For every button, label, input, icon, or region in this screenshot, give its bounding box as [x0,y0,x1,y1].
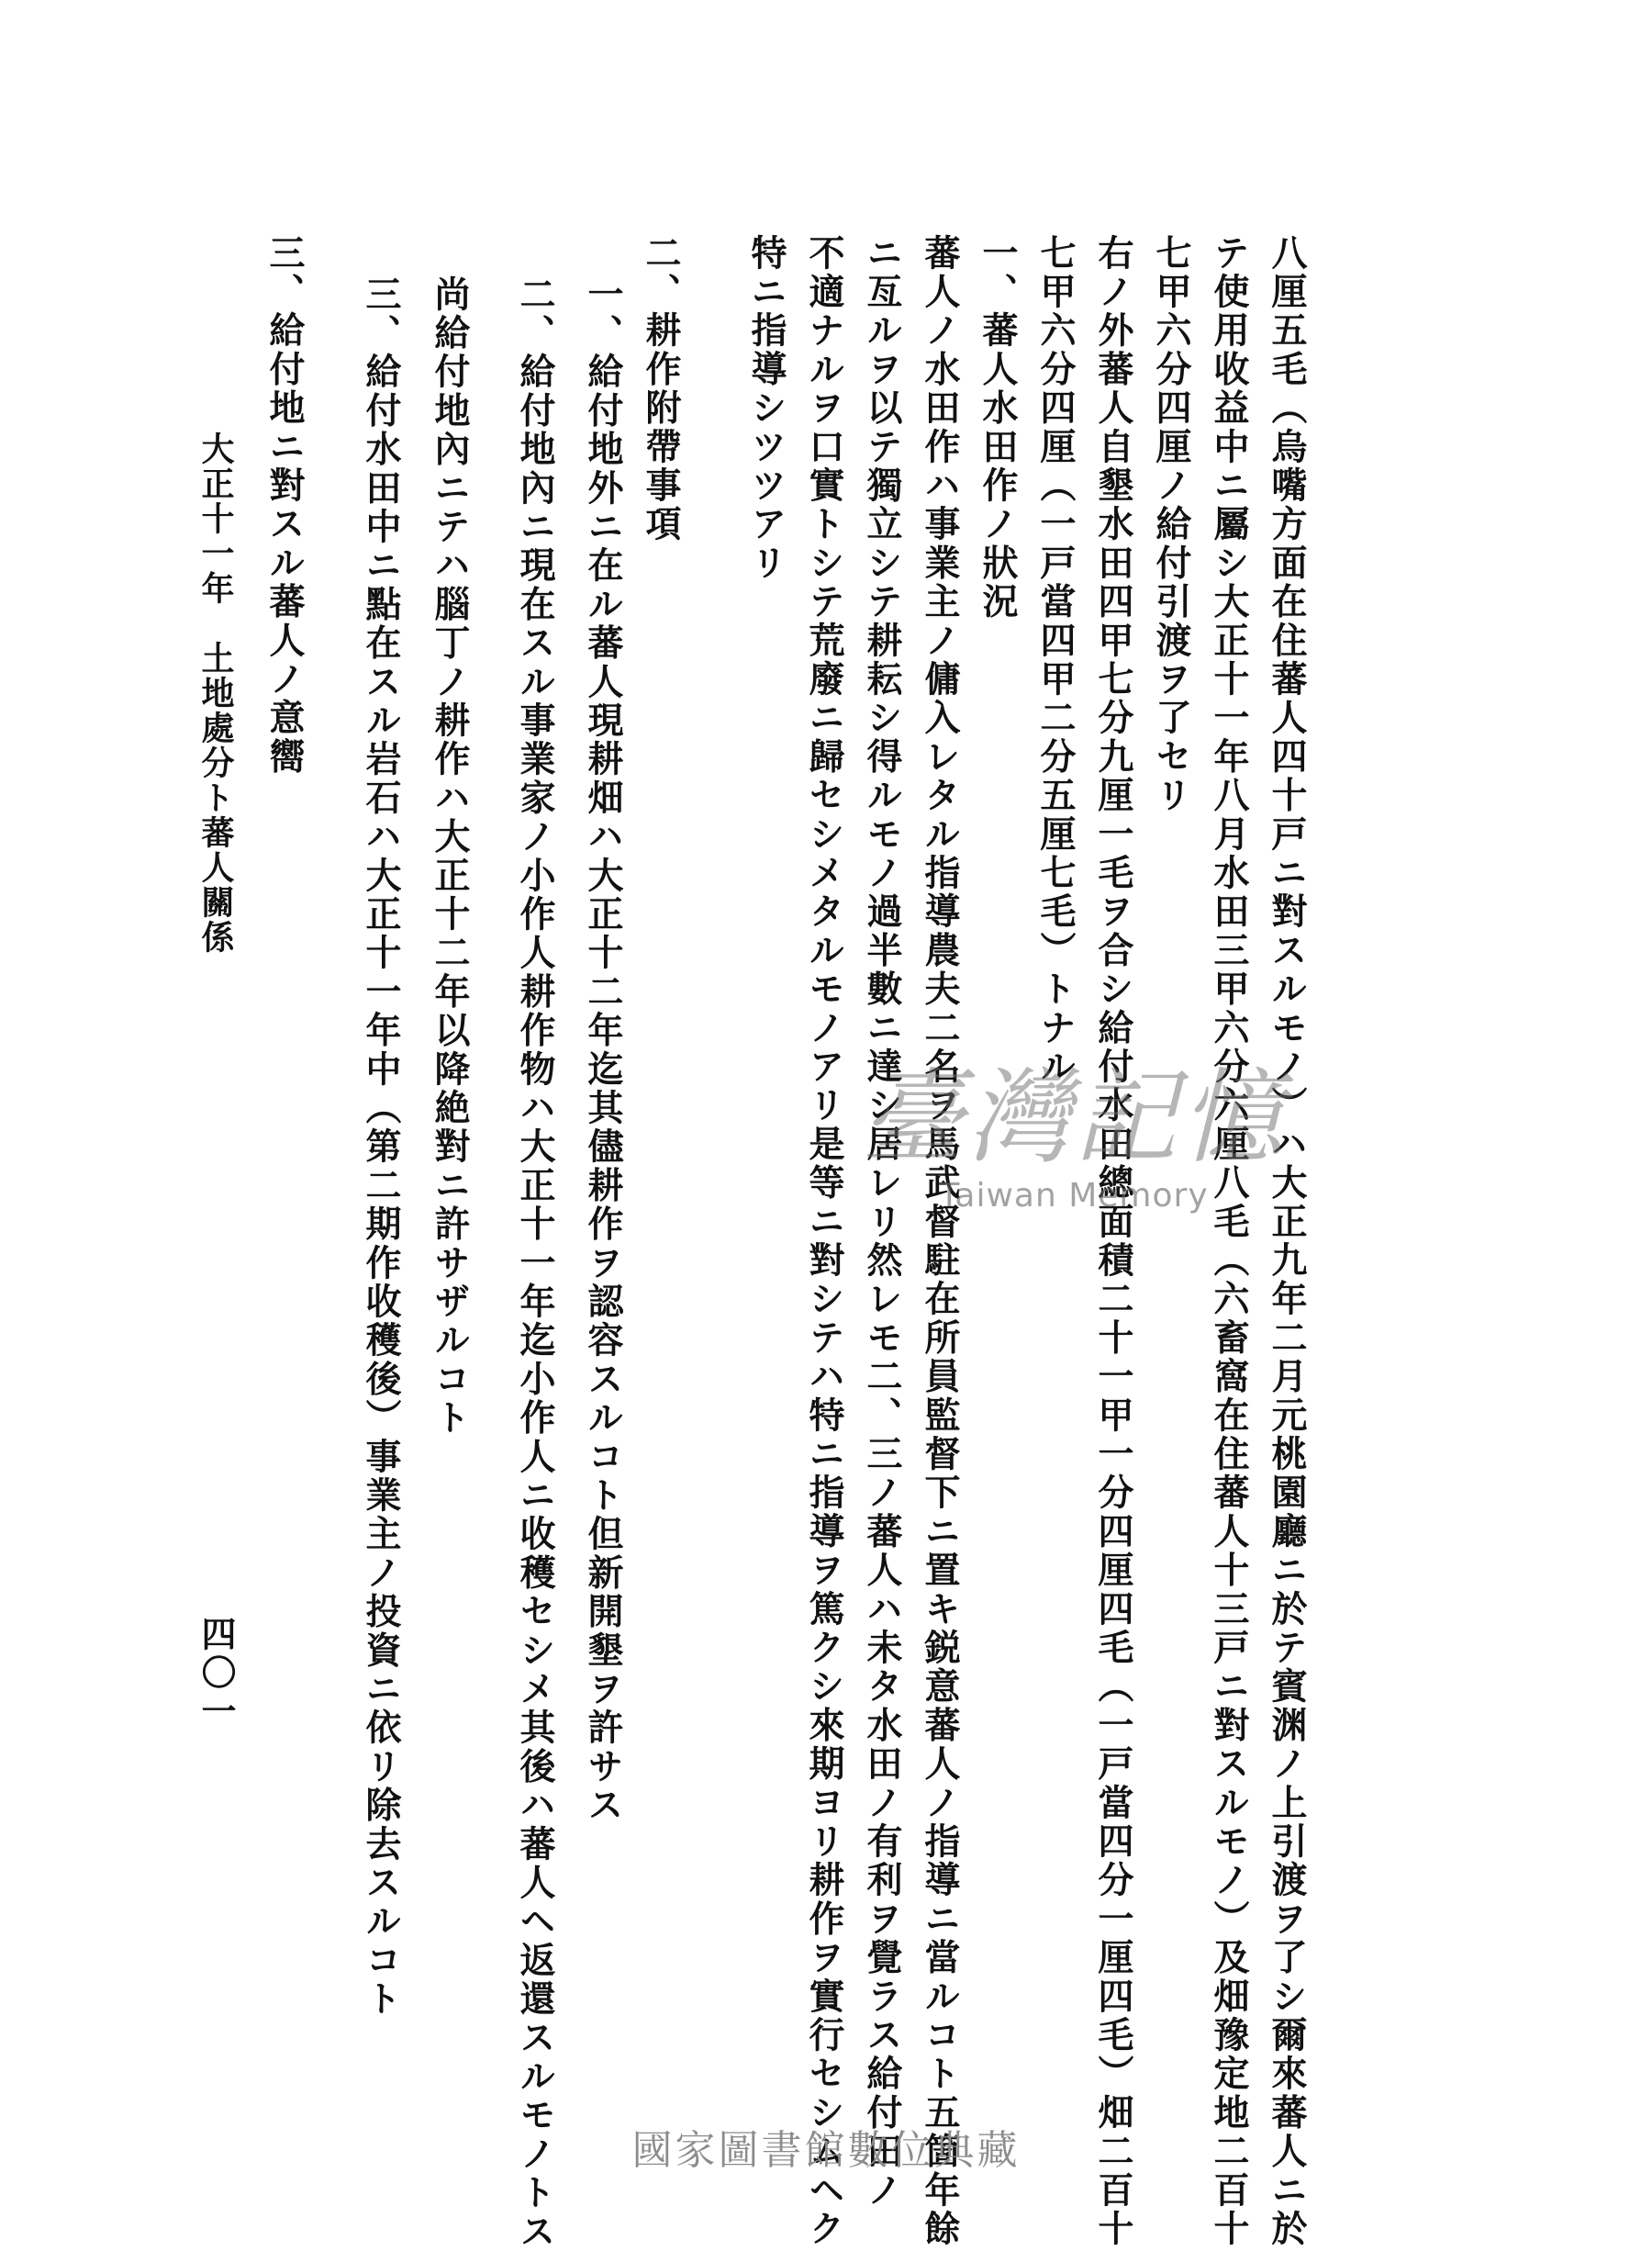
list-item-1: 一、給付地外ニ在ル蕃人現耕畑ハ大正十二年迄其儘耕作ヲ認容スルコト但新開墾ヲ許サス [582,275,624,1825]
list-item-2-continued: 尚給付地內ニテハ腦丁ノ耕作ハ大正十二年以降絶對ニ許サザルコト [429,275,471,1438]
list-item-2: 二、給付地內ニ現在スル事業家ノ小作人耕作物ハ大正十一年迄小作人ニ收穫セシメ其後ハ蕃人ヘ返還スルモノトス [514,275,556,2251]
section-heading-3: 三、給付地ニ對スル蕃人ノ意嚮 [263,234,306,777]
text-column-5: 七甲六分四厘（一戸當四甲二分五厘七毛）トナル [1034,234,1077,1087]
text-column-7: 蕃人ノ水田作ハ事業主ノ傭入レタル指導農夫二名ヲ馬武督駐在所員監督下ニ置キ鋭意蕃人ノ指導ニ當ルコト五箇年餘 [919,234,961,2249]
library-footer: 國家圖書館數位典藏 [631,2127,1021,2174]
text-column-9: 不適ナルヲ口實トシテ荒廢ニ歸セシメタルモノアリ是等ニ對シテハ特ニ指導ヲ篤クシ來期ヨリ耕作ヲ實行セシムヘク [803,234,845,2249]
section-heading-1: 一、蕃人水田作ノ狀況 [977,234,1019,622]
list-item-3: 三、給付水田中ニ點在スル岩石ハ大正十一年中（第二期作收穫後）事業主ノ投資ニ依リ除去スルコト [360,275,402,2019]
text-column-3: 七甲六分四厘ノ給付引渡ヲ了セリ [1150,234,1192,815]
section-heading-2: 二、耕作附帶事項 [640,234,682,544]
text-column-2: テ使用收益中ニ屬シ大正十一年八月水田三甲六分六厘八毛（六畜窩在住蕃人十三戸ニ對スルモノ）及畑豫定地二百十 [1208,234,1250,2249]
watermark-subtitle: Taiwan Memory [939,1176,1209,1215]
text-column-1: 八厘五毛（烏嘴方面在住蕃人四十戸ニ對スルモノ）ハ大正九年二月元桃園廳ニ於テ賓渊ノ上引渡ヲ了シ爾來蕃人ニ於 [1266,234,1308,2249]
text-column-10: 特ニ指導シツツアリ [745,234,787,583]
text-column-8: ニ亙ルヲ以テ獨立シテ耕耘シ得ルモノ過半數ニ達シ居レリ然レモ二、三ノ蕃人ハ未タ水田ノ有利ヲ覺ラス給付田ノ [861,234,903,2211]
watermark-title: 臺灣記憶 [861,1058,1287,1178]
running-head: 大正十一年 土地處分ト蕃人關係 [196,431,235,955]
text-column-4: 右ノ外蕃人自墾水田四甲七分九厘一毛ヲ合シ給付水田總面積二十一甲一分四厘四毛（一戸當四分一厘四毛）畑二百十 [1092,234,1134,2249]
page-number: 四〇一 [195,1616,237,1731]
taiwan-memory-watermark [835,1058,1312,1276]
